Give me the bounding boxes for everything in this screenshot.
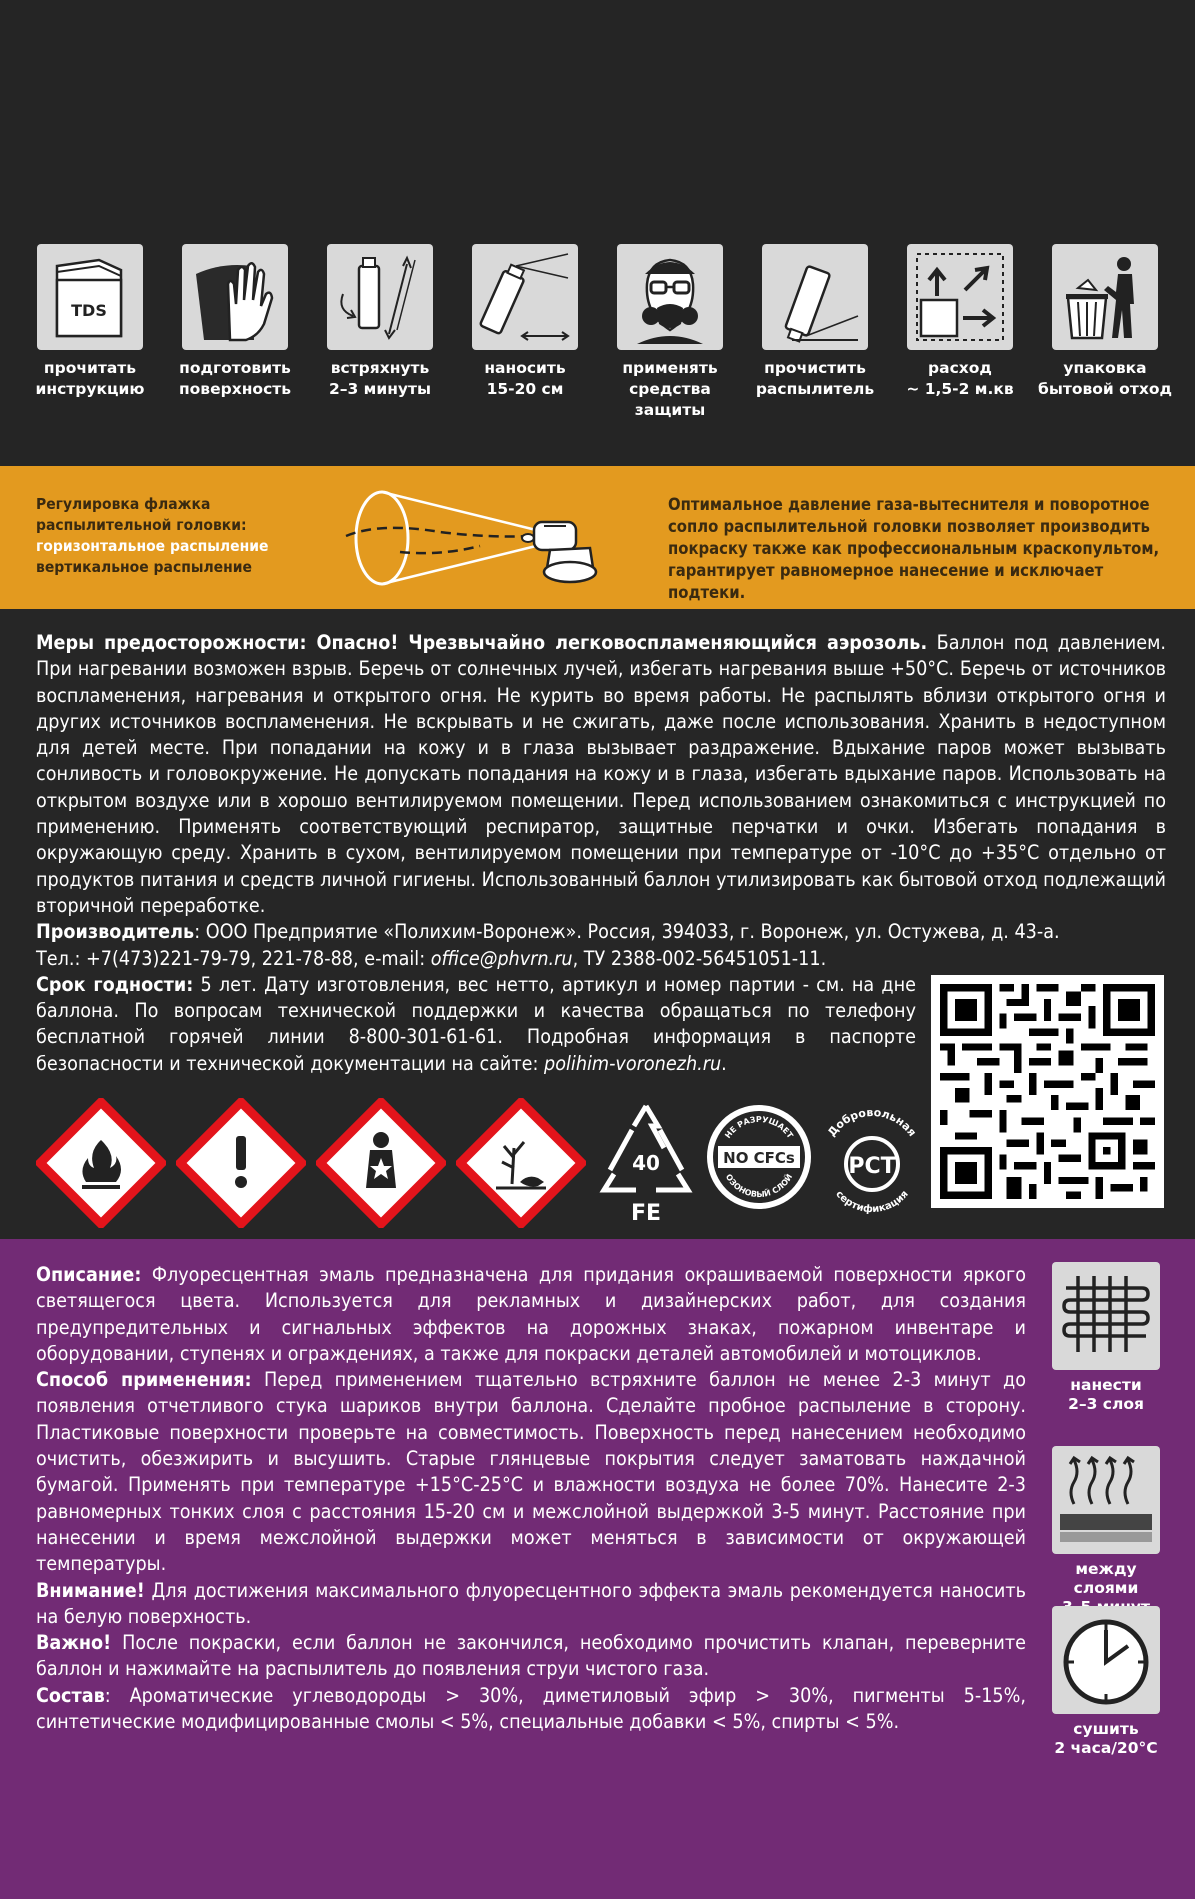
tds-book-icon bbox=[37, 244, 143, 350]
composition-text: : Ароматические углеводороды > 30%, диметиловый эфир > 30%, пигменты 5-15%, синтетические модифицированные смолы < 5%, специальные добавки < 5%, спирты < 5%. bbox=[36, 1683, 1026, 1734]
icon-label: прочитать инструкцию bbox=[35, 359, 145, 398]
side-icon-label: нанести 2–3 слоя bbox=[1068, 1376, 1144, 1413]
certification-badge-icon bbox=[812, 1100, 932, 1220]
description-block bbox=[36, 1262, 1026, 1735]
health-hazard-icon bbox=[316, 1098, 446, 1228]
icon-cell-prepare bbox=[165, 244, 305, 400]
shake-can-icon bbox=[327, 244, 433, 350]
method-text: Перед применением тщательно встряхните баллон не менее 2-3 минут до появления отчетливого стука шариков внутри баллона. Сделайте пробное распыление в сторону. Пластиковые поверхности проверьте на совместимость. Поверхность перед нанесением необходимо очистить, обезжирить и высушить. Старые глянцевые покрытия следует заматовать наждачной бумагой. Применять при температуре +15°С-25°С и влажности воздуха не более 70%. Нанесите 2-3 равномерных тонких слоя с расстояния 15-20 см и межслойной выдержкой 3-5 минут. Расстояние при нанесении и время межслойной выдержки может меняться в зависимости от окружающей температуры. bbox=[36, 1368, 1026, 1576]
side-icon-dry bbox=[1052, 1606, 1160, 1758]
exclamation-hazard-icon bbox=[176, 1098, 306, 1228]
respirator-icon bbox=[617, 244, 723, 350]
qr-code-icon bbox=[940, 984, 1155, 1199]
spray-nozzle-icon bbox=[340, 482, 620, 594]
svg-text:НЕ РАЗРУШАЕТ: НЕ РАЗРУШАЕТ bbox=[723, 1114, 795, 1141]
clean-nozzle-icon bbox=[762, 244, 868, 350]
coverage-icon bbox=[907, 244, 1013, 350]
icon-cell-waste bbox=[1035, 244, 1175, 400]
maker-label: Производитель bbox=[36, 920, 195, 944]
composition-paragraph bbox=[36, 1683, 1026, 1736]
maker-line bbox=[36, 919, 1166, 945]
environment-hazard-icon bbox=[456, 1098, 586, 1228]
text-line: горизонтальное распыление bbox=[36, 537, 269, 555]
trash-bin-icon bbox=[1052, 244, 1158, 350]
desc-label: Описание: bbox=[36, 1263, 142, 1286]
svg-text:сертификация: сертификация bbox=[833, 1188, 911, 1216]
icon-cell-clean bbox=[745, 244, 885, 400]
usage-icons-row bbox=[0, 244, 1195, 419]
desc-text: Флуоресцентная эмаль предназначена для придания окрашиваемой поверхности яркого светящегося цвета. Используется для рекламных и дизайнерских работ, для создания предупредительных и сигнальных эффектов на дорожных знаках, пожарном инвентаре и оборудовании, ступенях и ограждениях, а также для покраски деталей автомобилей и мотоциклов. bbox=[36, 1263, 1026, 1365]
shelf-label: Срок годности: bbox=[36, 972, 194, 996]
email-link[interactable]: office@phvrn.ru bbox=[430, 946, 573, 970]
icon-label: прочистить распылитель bbox=[755, 359, 875, 398]
site-link[interactable]: polihim-voronezh.ru bbox=[544, 1051, 722, 1075]
composition-label: Состав bbox=[36, 1683, 105, 1707]
precautions-body: Баллон под давлением. При нагревании возможен взрыв. Беречь от солнечных лучей, избегать нагревания выше +50°С. Беречь от источников воспламенения, нагревания и открытого огня. Не курить во время работы. Не распылять вблизи открытого огня и других источников воспламенения. Не вскрывать и не сжигать, даже после использования. Хранить в недоступном для детей месте. При попадании на кожу и в глаза вызывает раздражение. Вдыхание паров может вызывать сонливость и головокружение. Не допускать попадания на кожу и в глаза, избегать вдыхание паров. Использовать на открытом воздухе или в хорошо вентилируемом помещении. Перед использованием ознакомиться с инструкцией по применению. Применять соответствующий респиратор, защитные перчатки и очки. Избегать попадания в окружающую среду. Хранить в сухом, вентилируемом помещении при температуре от -10°С до +35°С отдельно от продуктов питания и средств личной гигиены. Использованный баллон утилизировать как бытовой отход подлежащий вторичной переработке. bbox=[36, 631, 1166, 917]
icon-cell-distance bbox=[455, 244, 595, 400]
svg-text:TDS: TDS bbox=[71, 301, 107, 320]
icon-label: применять средства защиты bbox=[622, 359, 718, 419]
site-end: . bbox=[721, 1051, 727, 1075]
clock-icon bbox=[1052, 1606, 1160, 1714]
side-icon-layers bbox=[1052, 1262, 1160, 1414]
icon-cell-coverage bbox=[890, 244, 1030, 400]
icon-cell-read bbox=[20, 244, 160, 400]
side-icon-interval bbox=[1052, 1446, 1160, 1617]
method-label: Способ применения: bbox=[36, 1368, 252, 1392]
icon-label: наносить 15-20 см bbox=[484, 359, 566, 398]
method-paragraph bbox=[36, 1367, 1026, 1577]
icon-cell-shake bbox=[310, 244, 450, 400]
shelf-line bbox=[36, 972, 916, 1077]
phone-text: Тел.: +7(473)221-79-79, 221-78-88, e-mail: bbox=[36, 946, 431, 970]
layers-grid-icon bbox=[1052, 1262, 1160, 1370]
text-line: распылительной головки: bbox=[36, 516, 247, 534]
svg-text:РСТ: РСТ bbox=[848, 1154, 896, 1179]
side-icon-label: между слоями bbox=[1073, 1560, 1139, 1597]
precautions-title: Меры предосторожности: Опасно! Чрезвычайно легковоспламеняющийся аэрозоль. bbox=[36, 631, 928, 654]
attention-paragraph bbox=[36, 1578, 1026, 1631]
description-paragraph bbox=[36, 1262, 1026, 1367]
precautions-body-wrap bbox=[36, 631, 1166, 917]
important-label: Важно! bbox=[36, 1631, 112, 1655]
flame-hazard-icon bbox=[36, 1098, 166, 1228]
pressure-text: Оптимальное давление газа-вытеснителя и поворотное сопло распылительной головки позволяет производить покраску также как профессиональным краскопультом, гарантирует равномерное нанесение и исключает подтеки. bbox=[668, 495, 1160, 602]
svg-text:FE: FE bbox=[630, 1201, 662, 1226]
svg-text:Добровольная: Добровольная bbox=[825, 1105, 919, 1140]
icon-label: подготовить поверхность bbox=[178, 359, 292, 398]
icon-label: встряхнуть 2–3 минуты bbox=[328, 359, 432, 398]
recycle-icon bbox=[596, 1098, 696, 1228]
attention-label: Внимание! bbox=[36, 1578, 145, 1602]
no-cfc-badge-icon bbox=[704, 1102, 814, 1212]
text-line: вертикальное распыление bbox=[36, 558, 253, 576]
text-line: Регулировка флажка bbox=[36, 495, 211, 513]
maker-text: : ООО Предприятие «Полихим-Воронеж». Россия, 394033, г. Воронеж, ул. Остужева, д. 43-а. bbox=[194, 920, 1060, 944]
important-text: После покраски, если баллон не закончился, необходимо прочистить клапан, переверните баллон и нажимайте на распылитель до появления струи чистого газа. bbox=[36, 1631, 1026, 1681]
icon-label: расход ~ 1,5-2 м.кв bbox=[906, 359, 1014, 398]
svg-text:40: 40 bbox=[632, 1151, 660, 1175]
icon-label: упаковка бытовой отход bbox=[1038, 359, 1172, 398]
svg-text:NO CFCs: NO CFCs bbox=[723, 1149, 795, 1167]
hand-wiping-icon bbox=[182, 244, 288, 350]
nozzle-adjust-text bbox=[36, 494, 336, 578]
spray-distance-icon bbox=[472, 244, 578, 350]
tu-text: , ТУ 2388-002-56451051-11. bbox=[572, 946, 827, 970]
icon-cell-protection bbox=[600, 244, 740, 421]
drying-layers-icon bbox=[1052, 1446, 1160, 1554]
contact-line bbox=[36, 946, 1166, 972]
qr-code[interactable] bbox=[931, 975, 1164, 1208]
shelf-text: 5 лет. Дату изготовления, вес нетто, артикул и номер партии - см. на дне баллона. По вопросам технической поддержки и качества обращаться по телефону бесплатной горячей линии 8-800-301-61-61. Подробная информация в паспорте безопасности и технической документации на сайте: bbox=[36, 972, 916, 1075]
svg-text:ОЗОНОВЫЙ СЛОЙ: ОЗОНОВЫЙ СЛОЙ bbox=[723, 1172, 795, 1200]
attention-text: Для достижения максимального флуоресцентного эффекта эмаль рекомендуется наносить на белую поверхность. bbox=[36, 1578, 1026, 1628]
side-icon-label: сушить 2 часа/20°С bbox=[1054, 1720, 1158, 1757]
important-paragraph bbox=[36, 1630, 1026, 1683]
